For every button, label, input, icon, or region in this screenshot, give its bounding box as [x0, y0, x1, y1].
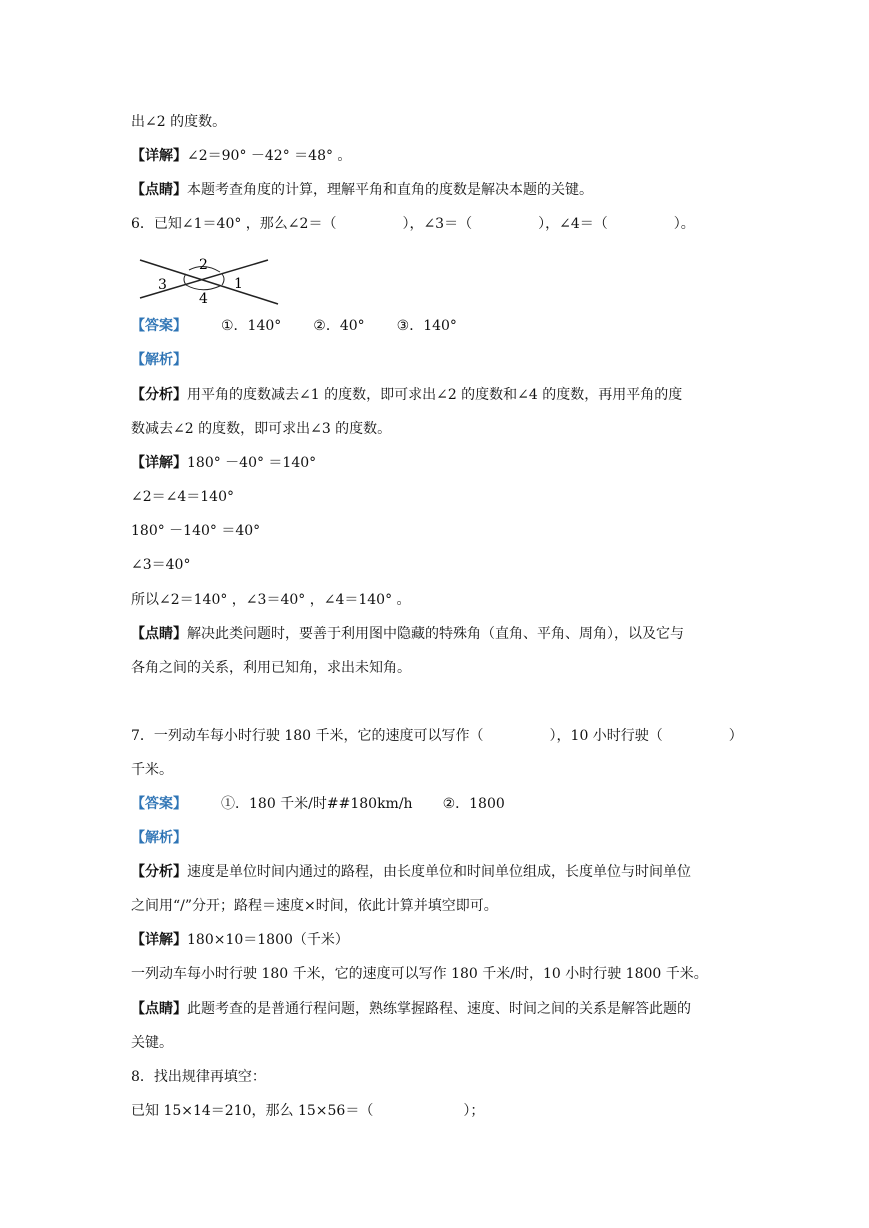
detail-tag: 【详解】	[131, 932, 187, 948]
q6-jiexi	[131, 350, 187, 370]
comment-tag: 【点睛】	[131, 626, 187, 642]
angle-arc-left	[184, 274, 186, 285]
q6-analysis-1: 【分析】用平角的度数减去∠1 的度数，即可求出∠2 的度数和∠4 的度数，再用平角的度	[131, 387, 683, 403]
question-8-line2: 已知 15×14＝210，那么 15×56＝（ ）；	[131, 1103, 485, 1119]
q6-detail-5: 所以∠2＝140° ，∠3＝40° ，∠4＝140° 。	[131, 592, 411, 608]
q6-answer: 【答案】 ①．140° ②．40° ③．140°	[131, 318, 457, 334]
question-7: 7．一列动车每小时行驶 180 千米，它的速度可以写作（ ），10 小时行驶（ ）	[131, 728, 743, 744]
q6-detail-2: ∠2＝∠4＝140°	[131, 489, 234, 505]
q6-detail-3: 180° －140° ＝40°	[131, 523, 261, 539]
label-4: 4	[199, 291, 208, 307]
prev-comment: 【点睛】本题考查角度的计算，理解平角和直角的度数是解决本题的关键。	[131, 182, 593, 198]
comment-tag: 【点睛】	[131, 182, 187, 198]
analysis-tag: 【分析】	[131, 864, 187, 880]
q7-detail-1: 【详解】180×10＝1800（千米）	[131, 932, 349, 948]
answer-tag: 【答案】	[131, 318, 187, 334]
q7-analysis-1: 【分析】速度是单位时间内通过的路程，由长度单位和时间单位组成，长度单位与时间单位	[131, 864, 691, 880]
q7-comment-1: 【点睛】此题考查的是普通行程问题，熟练掌握路程、速度、时间之间的关系是解答此题的	[131, 1001, 691, 1017]
comment-tag: 【点睛】	[131, 1001, 187, 1017]
prev-detail: 【详解】∠2＝90° －42° ＝48° 。	[131, 148, 352, 164]
q7-analysis-2: 之间用“/”分开；路程＝速度×时间，依此计算并填空即可。	[131, 898, 498, 914]
question-8: 8．找出规律再填空：	[131, 1069, 266, 1085]
analysis-tag: 【分析】	[131, 387, 187, 403]
q6-comment-2: 各角之间的关系，利用已知角，求出未知角。	[131, 660, 411, 676]
q6-comment-1: 【点睛】解决此类问题时，要善于利用图中隐藏的特殊角（直角、平角、周角），以及它与	[131, 626, 684, 642]
detail-tag: 【详解】	[131, 455, 187, 471]
q7-answer: 【答案】 ①．180 千米/时##180km/h ②．1800	[131, 796, 505, 812]
q7-comment-2: 关键。	[131, 1035, 173, 1051]
question-7-line2: 千米。	[131, 762, 173, 778]
jiexi-tag: 【解析】	[131, 352, 187, 368]
label-1: 1	[234, 276, 243, 292]
detail-tag: 【详解】	[131, 148, 187, 164]
jiexi-tag: 【解析】	[131, 830, 187, 846]
answer-tag: 【答案】	[131, 796, 187, 812]
angle-arc-bottom	[186, 285, 220, 290]
line-prev-end: 出∠2 的度数。	[131, 114, 227, 130]
label-2: 2	[199, 257, 208, 273]
q6-detail-4: ∠3＝40°	[131, 557, 191, 573]
q6-analysis-2: 数减去∠2 的度数，即可求出∠3 的度数。	[131, 421, 392, 437]
q7-jiexi	[131, 828, 187, 848]
angle-figure	[134, 252, 284, 308]
question-6: 6．已知∠1＝40° ，那么∠2＝（ ），∠3＝（ ），∠4＝（ ）。	[131, 216, 695, 232]
q7-detail-2: 一列动车每小时行驶 180 千米，它的速度可以写作 180 千米/时，10 小时行驶 1800 千米。	[131, 966, 708, 982]
angle-arc-right	[222, 274, 224, 285]
q6-detail-1: 【详解】180° －40° ＝140°	[131, 455, 317, 471]
label-3: 3	[158, 277, 167, 293]
